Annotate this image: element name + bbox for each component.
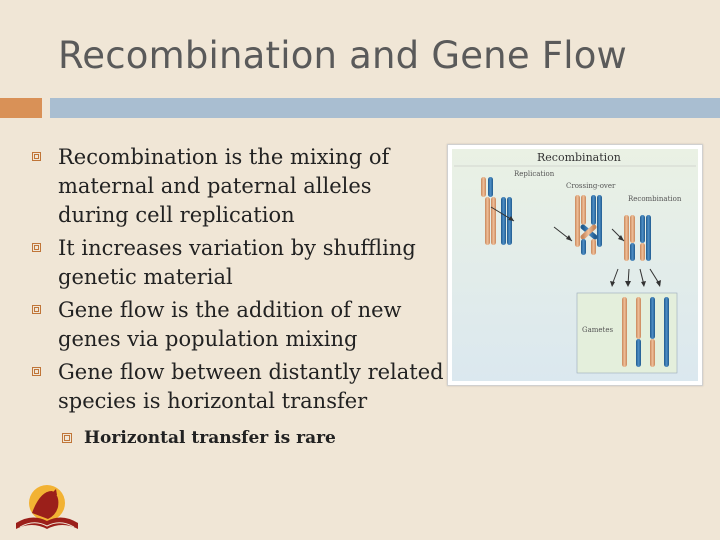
figure-title: Recombination: [537, 151, 621, 164]
bullet-item: [32, 296, 444, 354]
bullet-square-icon: [32, 152, 41, 161]
bullet-text: It increases variation by shuffling genetic material: [58, 236, 416, 289]
sub-bullet: [62, 428, 336, 448]
header-accent-orange: [0, 98, 42, 118]
institution-logo: [10, 483, 84, 533]
bullet-square-icon: [32, 243, 41, 252]
label-recombination: Recombination: [628, 195, 682, 203]
bullet-item: [32, 234, 444, 292]
label-replication: Replication: [514, 170, 555, 178]
bullet-square-icon: [32, 367, 41, 376]
recombination-figure: [447, 144, 703, 386]
bullet-text: Gene flow is the addition of new genes via population mixing: [58, 298, 402, 351]
bullet-square-icon: [62, 433, 72, 443]
bullet-square-icon: [32, 305, 41, 314]
bullet-text: Recombination is the mixing of maternal and paternal alleles during cell replication: [58, 145, 390, 227]
recombination-diagram: [448, 145, 702, 385]
sub-bullet-text: Horizontal transfer is rare: [84, 428, 336, 448]
bullet-item: [32, 143, 444, 230]
bullet-item: [32, 358, 444, 416]
slide-title: Recombination and Gene Flow: [58, 34, 627, 77]
label-crossing-over: Crossing-over: [566, 182, 616, 190]
bullet-list: [32, 143, 444, 420]
bullet-text: Gene flow between distantly related species is horizontal transfer: [58, 360, 444, 413]
header-accent-blue: [50, 98, 720, 118]
label-gametes: Gametes: [582, 326, 614, 334]
